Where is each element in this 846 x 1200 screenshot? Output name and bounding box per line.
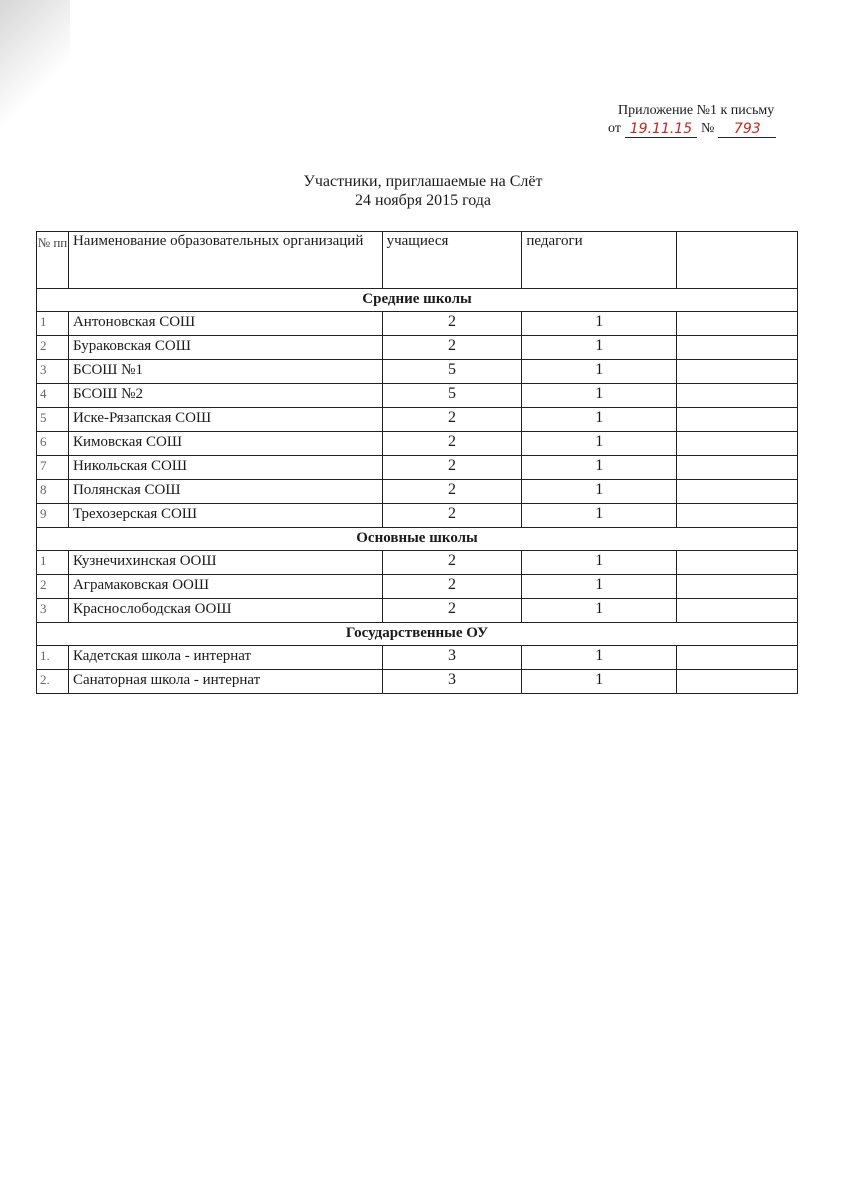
row-number: 3 (37, 599, 69, 623)
header-empty (677, 232, 798, 289)
teachers-count: 1 (522, 432, 677, 456)
teachers-count: 1 (522, 551, 677, 575)
section-header-row (37, 623, 798, 646)
empty-cell (677, 408, 798, 432)
teachers-count: 1 (522, 670, 677, 694)
students-count: 5 (382, 360, 522, 384)
appendix-reference (608, 102, 808, 138)
empty-cell (677, 360, 798, 384)
empty-cell (677, 575, 798, 599)
organization-name: Полянская СОШ (68, 480, 382, 504)
section-title: Средние школы (37, 289, 798, 312)
table-body (37, 289, 798, 694)
organization-name: БСОШ №1 (68, 360, 382, 384)
table-row (37, 646, 798, 670)
appendix-line: Приложение №1 к письму (618, 103, 775, 118)
empty-cell (677, 432, 798, 456)
row-number: 7 (37, 456, 69, 480)
number-label: № (700, 121, 715, 136)
table-row (37, 599, 798, 623)
students-count: 5 (382, 384, 522, 408)
empty-cell (677, 551, 798, 575)
table-header-row (37, 232, 798, 289)
organization-name: БСОШ №2 (68, 384, 382, 408)
students-count: 2 (382, 599, 522, 623)
title-line-2: 24 ноября 2015 года (354, 192, 492, 209)
empty-cell (677, 336, 798, 360)
teachers-count: 1 (522, 360, 677, 384)
teachers-count: 1 (522, 384, 677, 408)
students-count: 2 (382, 551, 522, 575)
header-organization: Наименование образовательных организаций (68, 232, 382, 289)
section-header-row (37, 289, 798, 312)
row-number: 5 (37, 408, 69, 432)
empty-cell (677, 312, 798, 336)
teachers-count: 1 (522, 646, 677, 670)
header-number: № пп (37, 232, 69, 289)
students-count: 2 (382, 504, 522, 528)
organization-name: Аграмаковская ООШ (68, 575, 382, 599)
students-count: 2 (382, 408, 522, 432)
organization-name: Антоновская СОШ (68, 312, 382, 336)
section-header-row (37, 528, 798, 551)
organization-name: Трехозерская СОШ (68, 504, 382, 528)
students-count: 3 (382, 670, 522, 694)
participants-table (36, 231, 798, 694)
table-row (37, 551, 798, 575)
table-row (37, 336, 798, 360)
row-number: 6 (37, 432, 69, 456)
title-line-1: Участники, приглашаемые на Слёт (303, 173, 543, 190)
organization-name: Иске-Рязапская СОШ (68, 408, 382, 432)
students-count: 2 (382, 575, 522, 599)
empty-cell (677, 384, 798, 408)
teachers-count: 1 (522, 312, 677, 336)
section-title: Государственные ОУ (37, 623, 798, 646)
row-number: 4 (37, 384, 69, 408)
from-label: от (608, 121, 621, 136)
empty-cell (677, 504, 798, 528)
students-count: 2 (382, 456, 522, 480)
empty-cell (677, 480, 798, 504)
teachers-count: 1 (522, 408, 677, 432)
table-row (37, 456, 798, 480)
table-row (37, 432, 798, 456)
row-number: 8 (37, 480, 69, 504)
teachers-count: 1 (522, 336, 677, 360)
table-row (37, 575, 798, 599)
table-row (37, 408, 798, 432)
organization-name: Кузнечихинская ООШ (68, 551, 382, 575)
row-number: 1 (37, 312, 69, 336)
students-count: 2 (382, 432, 522, 456)
students-count: 2 (382, 480, 522, 504)
students-count: 2 (382, 336, 522, 360)
teachers-count: 1 (522, 575, 677, 599)
section-title: Основные школы (37, 528, 798, 551)
row-number: 1. (37, 646, 69, 670)
handwritten-date: 19.11.15 (625, 121, 697, 138)
organization-name: Кимовская СОШ (68, 432, 382, 456)
teachers-count: 1 (522, 456, 677, 480)
organization-name: Санаторная школа - интернат (68, 670, 382, 694)
organization-name: Бураковская СОШ (68, 336, 382, 360)
row-number: 2. (37, 670, 69, 694)
teachers-count: 1 (522, 599, 677, 623)
organization-name: Краснослободская ООШ (68, 599, 382, 623)
table-row (37, 670, 798, 694)
table-row (37, 504, 798, 528)
table-row (37, 384, 798, 408)
table-row (37, 312, 798, 336)
header-teachers: педагоги (522, 232, 677, 289)
students-count: 2 (382, 312, 522, 336)
document-title (0, 172, 846, 210)
row-number: 3 (37, 360, 69, 384)
table-row (37, 360, 798, 384)
organization-name: Никольская СОШ (68, 456, 382, 480)
scan-shadow (0, 0, 70, 150)
organization-name: Кадетская школа - интернат (68, 646, 382, 670)
handwritten-number: 793 (718, 121, 776, 138)
row-number: 1 (37, 551, 69, 575)
row-number: 2 (37, 336, 69, 360)
teachers-count: 1 (522, 480, 677, 504)
teachers-count: 1 (522, 504, 677, 528)
row-number: 9 (37, 504, 69, 528)
header-students: учащиеся (382, 232, 522, 289)
students-count: 3 (382, 646, 522, 670)
empty-cell (677, 456, 798, 480)
empty-cell (677, 646, 798, 670)
row-number: 2 (37, 575, 69, 599)
empty-cell (677, 670, 798, 694)
table-row (37, 480, 798, 504)
letter-reference (608, 120, 808, 138)
empty-cell (677, 599, 798, 623)
